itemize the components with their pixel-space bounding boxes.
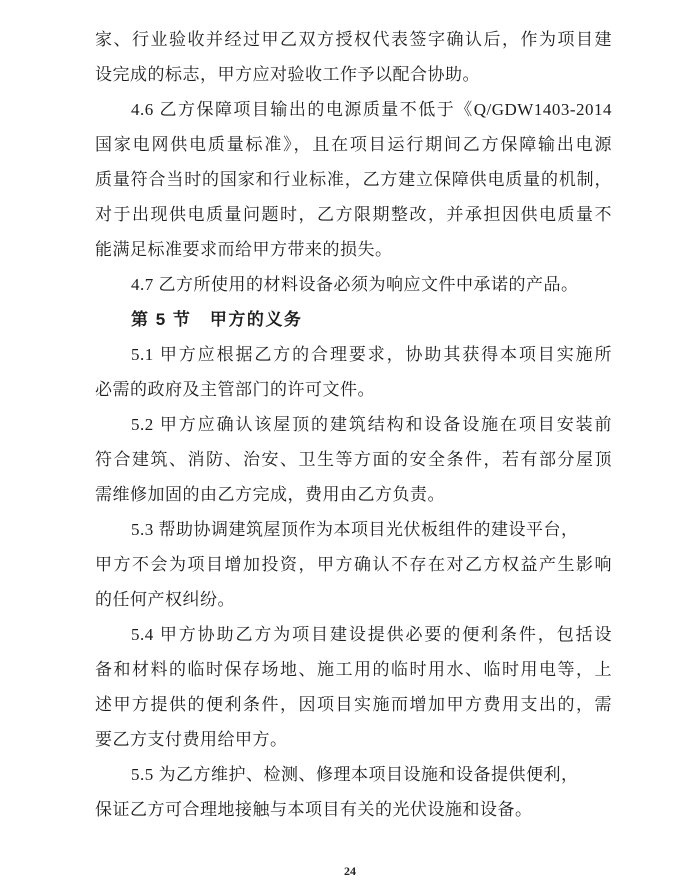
text-line: 4.7 乙方所使用的材料设备必须为响应文件中承诺的产品。 bbox=[131, 275, 579, 294]
paragraph bbox=[95, 337, 612, 407]
text-line: 能满足标准要求而给甲方带来的损失。 bbox=[95, 240, 393, 259]
text-line: 5.2 甲方应确认该屋顶的建筑结构和设备设施在项目安装前 bbox=[131, 415, 612, 434]
paragraph bbox=[95, 617, 612, 757]
section-heading bbox=[95, 302, 612, 337]
page-footer bbox=[0, 862, 700, 880]
text-line: 5.3 帮助协调建筑屋顶作为本项目光伏板组件的建设平台， bbox=[131, 520, 579, 539]
text-line: 要乙方支付费用给甲方。 bbox=[95, 730, 288, 749]
text-line: 甲方不会为项目增加投资，甲方确认不存在对乙方权益产生影响 bbox=[95, 555, 612, 574]
text-line: 保证乙方可合理地接触与本项目有关的光伏设施和设备。 bbox=[95, 800, 533, 819]
paragraph bbox=[95, 22, 612, 92]
text-line: 需维修加固的由乙方完成，费用由乙方负责。 bbox=[95, 485, 445, 504]
paragraph bbox=[95, 407, 612, 512]
paragraph bbox=[95, 92, 612, 267]
text-line: 5.1 甲方应根据乙方的合理要求，协助其获得本项目实施所 bbox=[131, 345, 612, 364]
text-line: 对于出现供电质量问题时，乙方限期整改，并承担因供电质量不 bbox=[95, 205, 612, 224]
paragraph bbox=[95, 757, 612, 827]
text-line: 必需的政府及主管部门的许可文件。 bbox=[95, 380, 375, 399]
page-number: 24 bbox=[344, 864, 356, 878]
text-line: 备和材料的临时保存场地、施工用的临时用水、临时用电等，上 bbox=[95, 660, 612, 679]
text-line: 述甲方提供的便利条件，因项目实施而增加甲方费用支出的，需 bbox=[95, 695, 612, 714]
text-block bbox=[95, 22, 612, 827]
text-line: 设完成的标志，甲方应对验收工作予以配合协助。 bbox=[95, 65, 480, 84]
text-line: 质量符合当时的国家和行业标准，乙方建立保障供电质量的机制， bbox=[95, 170, 612, 189]
text-line: 国家电网供电质量标准》，且在项目运行期间乙方保障输出电源 bbox=[95, 135, 612, 154]
text-line: 4.6 乙方保障项目输出的电源质量不低于《Q/GDW1403-2014 bbox=[131, 100, 612, 119]
text-line: 符合建筑、消防、治安、卫生等方面的安全条件，若有部分屋顶 bbox=[95, 450, 612, 469]
text-line: 家、行业验收并经过甲乙双方授权代表签字确认后，作为项目建 bbox=[95, 30, 612, 49]
heading-line: 第 5 节 甲方的义务 bbox=[131, 310, 303, 329]
text-line: 5.4 甲方协助乙方为项目建设提供必要的便利条件，包括设 bbox=[131, 625, 612, 644]
paragraph bbox=[95, 512, 612, 617]
text-line: 5.5 为乙方维护、检测、修理本项目设施和设备提供便利， bbox=[131, 765, 579, 784]
paragraph bbox=[95, 267, 612, 302]
text-line: 的任何产权纠纷。 bbox=[95, 590, 235, 609]
